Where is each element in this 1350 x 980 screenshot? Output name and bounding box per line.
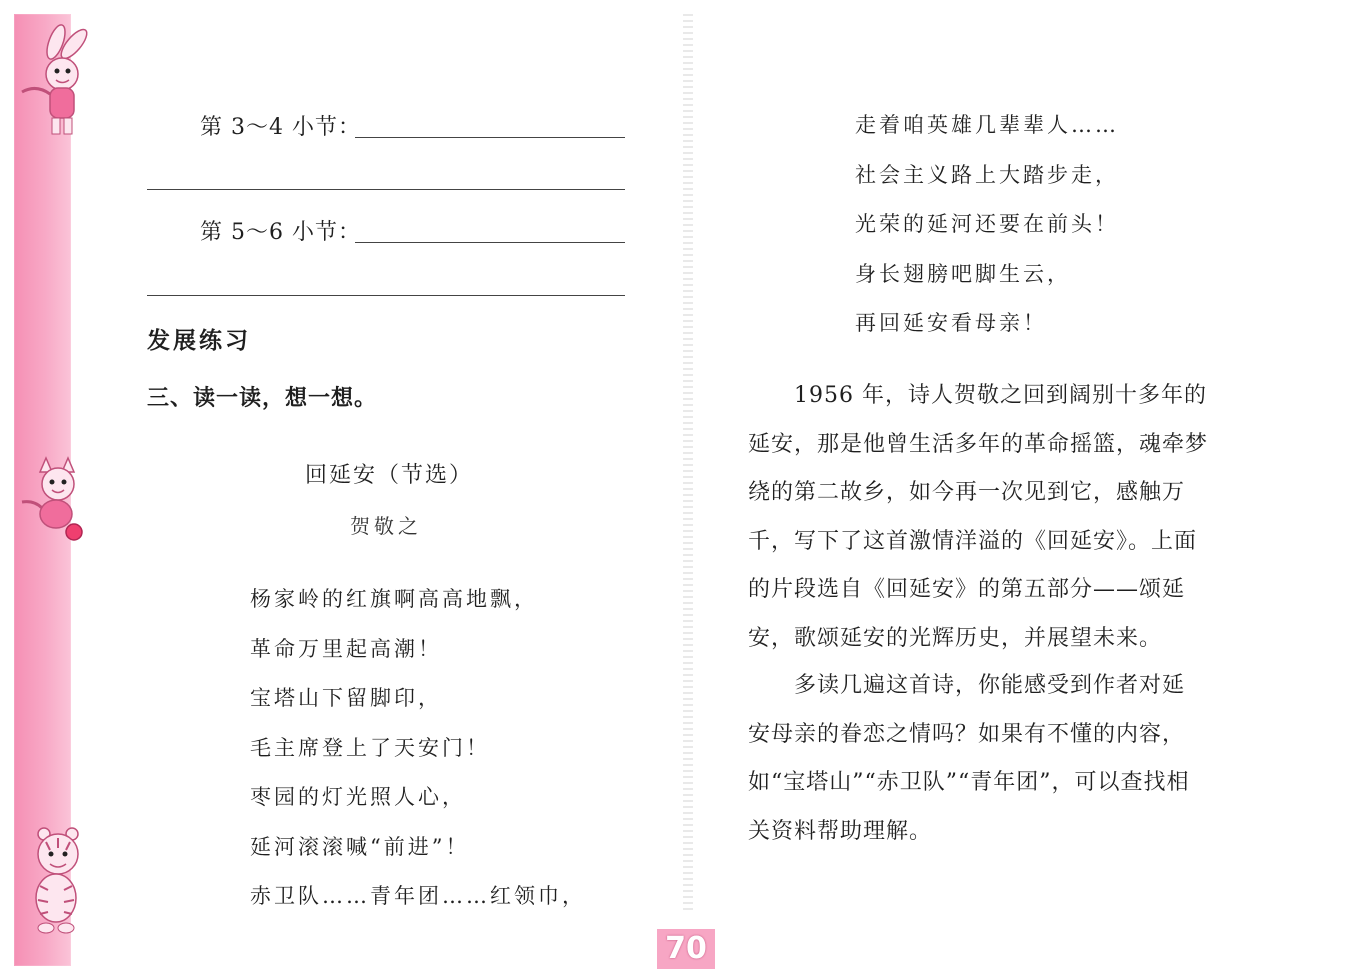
blank-label-section-3-4: 第 3～4 小节：	[200, 115, 361, 140]
poem-line: 毛主席登上了天安门！	[250, 736, 490, 760]
answer-line-1[interactable]	[355, 137, 625, 138]
tiger-mascot-icon	[16, 820, 96, 940]
page-number-badge: 70	[657, 929, 715, 969]
poem-line: 再回延安看母亲！	[855, 311, 1047, 335]
poem-line: 杨家岭的红旗啊高高地飘，	[250, 587, 538, 611]
poem-title: 回延安（节选）	[305, 463, 474, 488]
paragraph-line: 千，写下了这首激情洋溢的《回延安》。上面	[748, 528, 1198, 554]
paragraph-line: 关资料帮助理解。	[748, 818, 933, 844]
paragraph-line: 绕的第二故乡，如今再一次见到它，感触万	[748, 480, 1186, 505]
paragraph-line: 的片段选自《回延安》的第五部分——颂延	[748, 577, 1186, 602]
guidance-paragraph	[748, 662, 1238, 856]
poem-line: 革命万里起高潮！	[250, 637, 442, 661]
paragraph-line: 安母亲的眷恋之情吗？如果有不懂的内容，	[748, 721, 1186, 747]
poem-line: 赤卫队……青年团……红领巾，	[250, 884, 586, 908]
poem-line: 宝塔山下留脚印，	[250, 686, 442, 710]
poem-line: 走着咱英雄几辈辈人……	[855, 113, 1119, 137]
paragraph-line: 如“宝塔山”“赤卫队”“青年团”，可以查找相	[748, 770, 1190, 795]
poem-line: 枣园的灯光照人心，	[250, 785, 466, 809]
poem-line: 延河滚滚喊“前进”！	[250, 835, 470, 859]
answer-line-2[interactable]	[147, 189, 625, 190]
paragraph-line: 安，歌颂延安的光辉历史，并展望未来。	[748, 625, 1163, 651]
poem-author: 贺敬之	[350, 514, 422, 538]
paragraph-line: 1956 年，诗人贺敬之回到阔别十多年的	[748, 383, 1207, 408]
paragraph-line: 多读几遍这首诗，你能感受到作者对延	[748, 673, 1186, 698]
intro-paragraph	[748, 372, 1238, 663]
question-heading: 三、读一读，想一想。	[147, 386, 378, 411]
poem-line: 身长翅膀吧脚生云，	[855, 262, 1071, 286]
cat-mascot-icon	[16, 450, 91, 545]
answer-line-3[interactable]	[355, 242, 625, 243]
paragraph-line: 延安，那是他曾生活多年的革命摇篮，魂牵梦	[748, 431, 1209, 457]
rabbit-mascot-icon	[14, 22, 94, 142]
poem-line: 社会主义路上大踏步走，	[855, 163, 1119, 187]
answer-line-4[interactable]	[147, 295, 625, 296]
blank-label-section-5-6: 第 5～6 小节：	[200, 220, 361, 245]
poem-line: 光荣的延河还要在前头！	[855, 212, 1119, 236]
section-heading: 发展练习	[147, 328, 251, 354]
page-gutter	[683, 14, 693, 914]
